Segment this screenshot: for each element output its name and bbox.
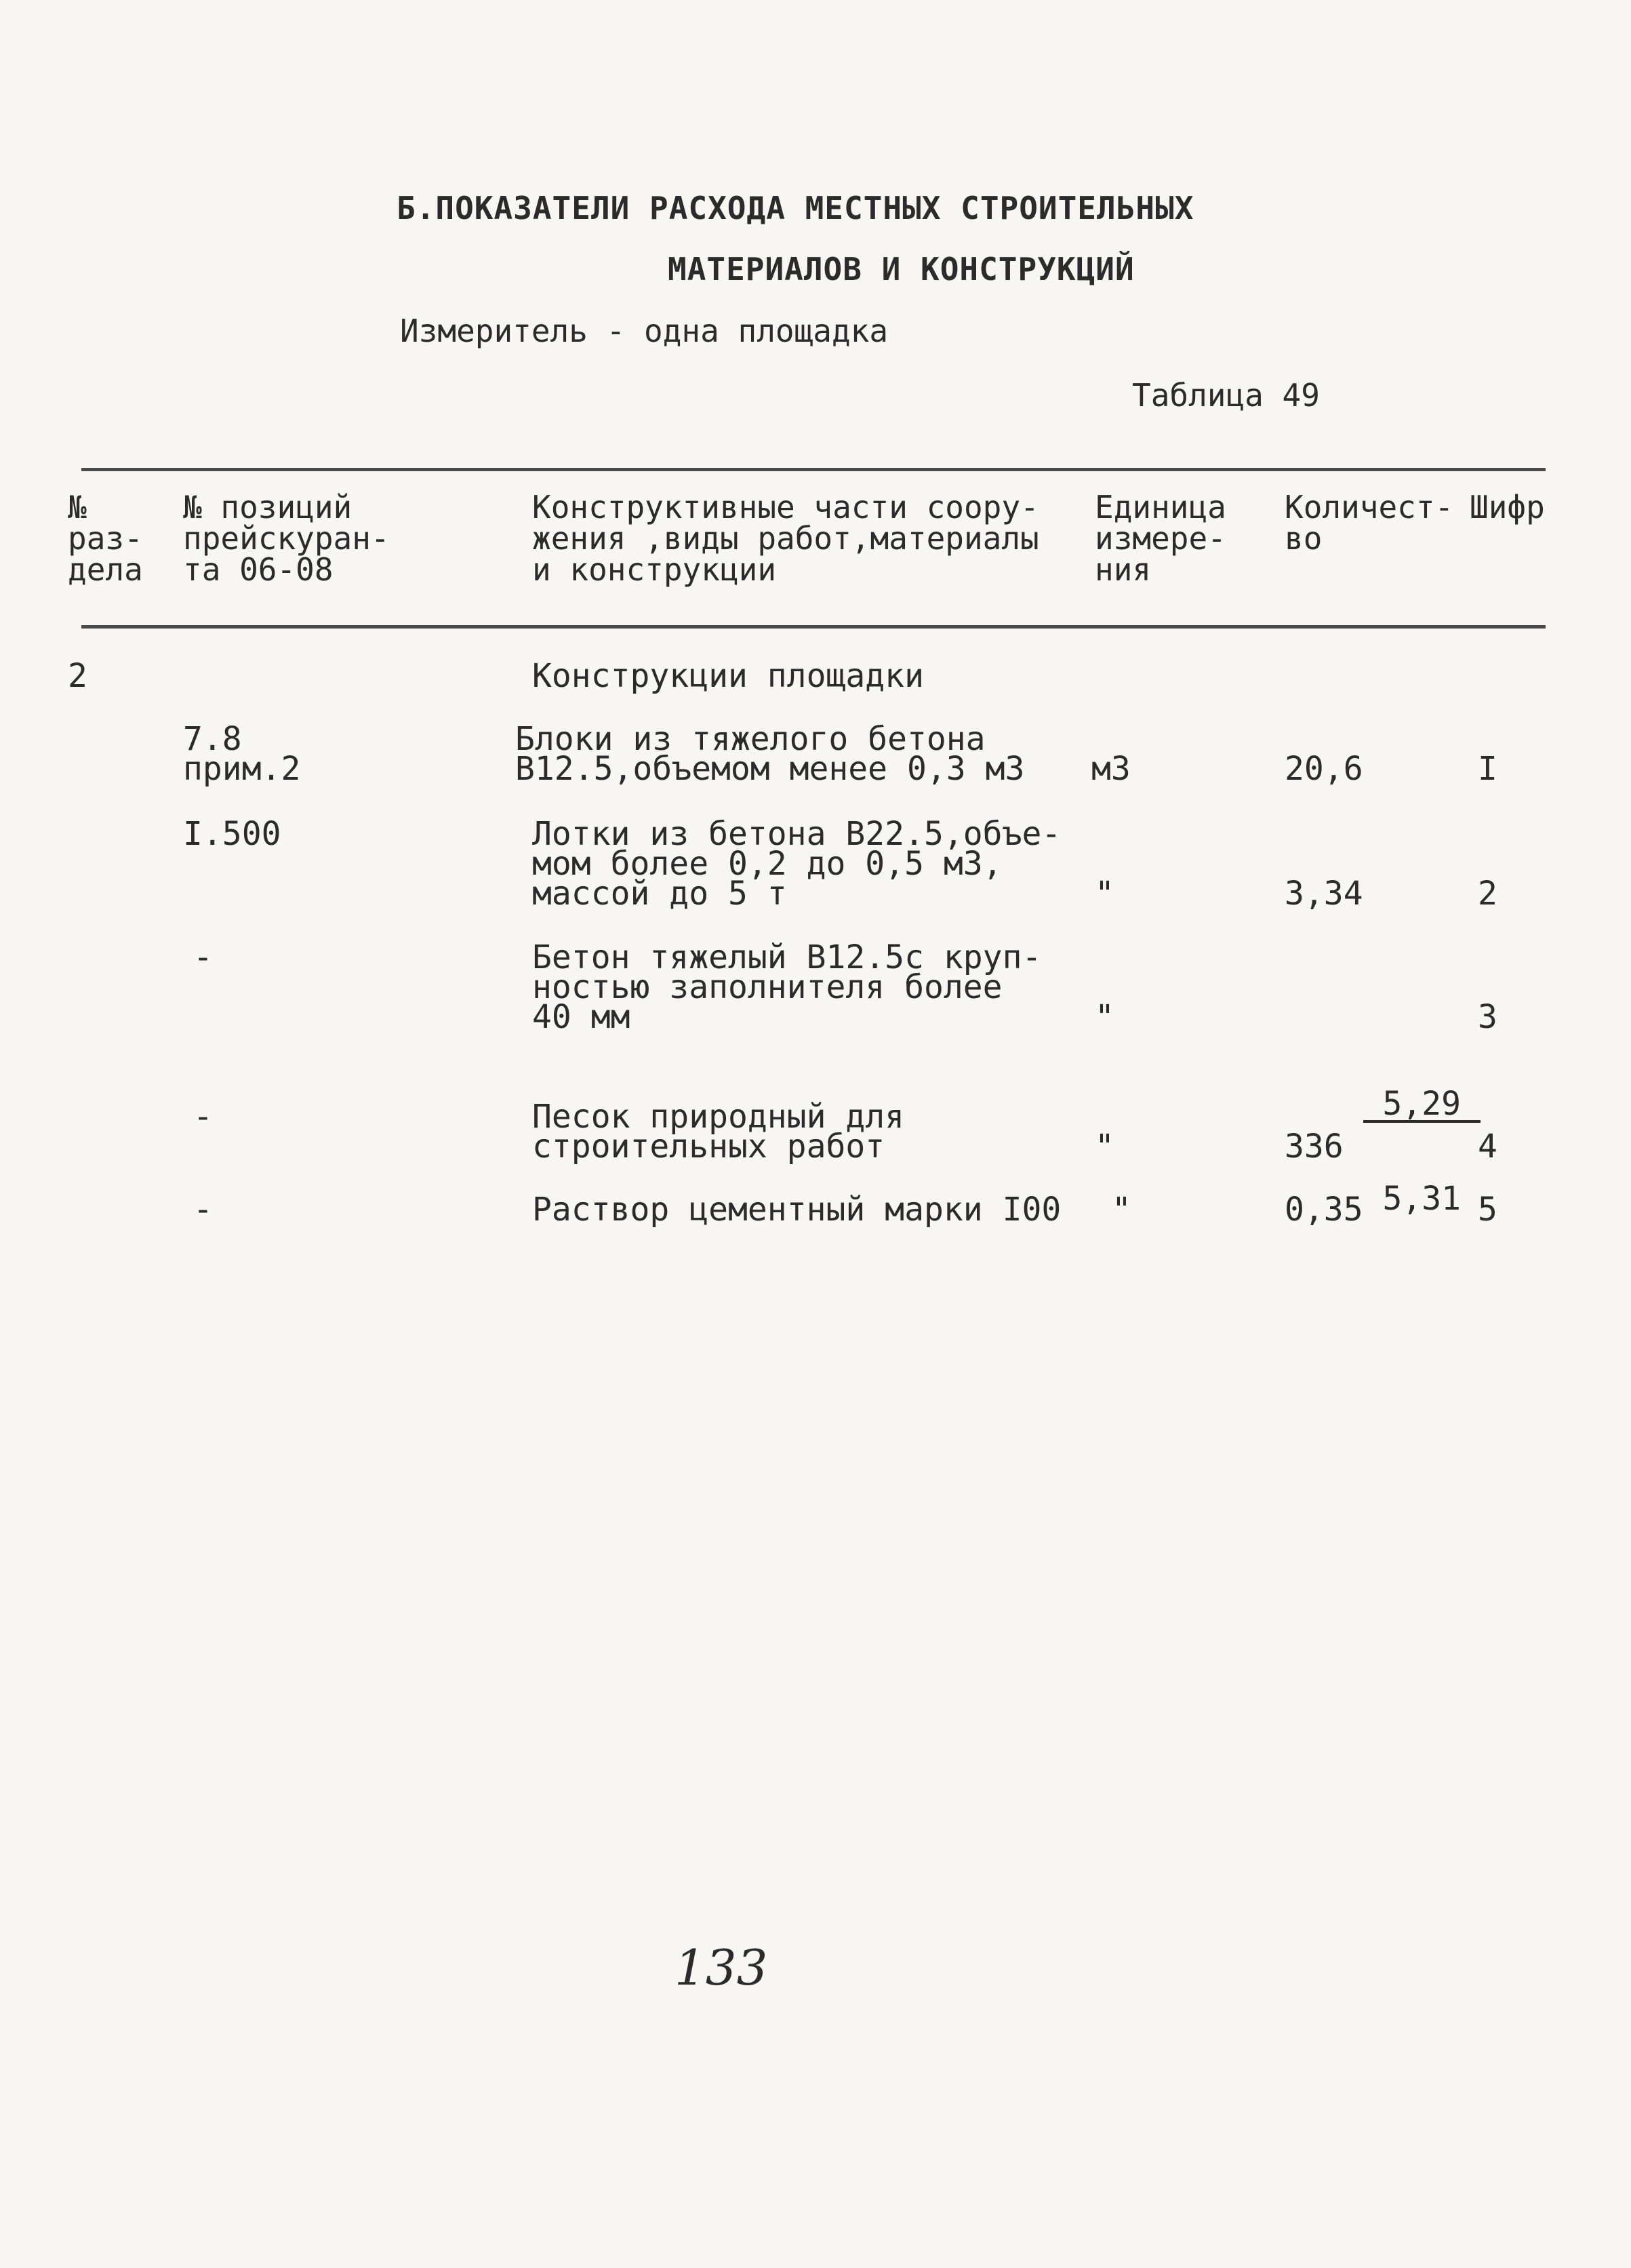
document-title-line1: Б.ПОКАЗАТЕЛИ РАСХОДА МЕСТНЫХ СТРОИТЕЛЬНЫХ	[397, 190, 1194, 226]
row-position: I.500	[183, 815, 281, 853]
header-bottom-rule	[81, 625, 1546, 629]
row-description: Блоки из тяжелого бетона В12.5,объемом менее 0,3 м3	[515, 720, 1025, 788]
row-quantity: 0,35	[1285, 1191, 1363, 1229]
row-quantity-numerator: 5,29	[1363, 1088, 1481, 1123]
row-quantity: 3,34	[1285, 875, 1363, 913]
col-header-unit: Единица измере- ния	[1095, 489, 1226, 588]
row-code: 5	[1478, 1191, 1497, 1229]
row-description: Песок природный для строительных работ	[532, 1098, 905, 1166]
col-header-position: № позиций прейскуран- та 06-08	[183, 489, 390, 588]
row-description: Раствор цементный марки I00	[532, 1191, 1062, 1229]
col-header-code: Шифр	[1470, 489, 1545, 525]
col-header-section: № раз- дела	[68, 489, 143, 588]
row-unit: "	[1095, 998, 1114, 1036]
row-unit: "	[1112, 1191, 1131, 1229]
row-position: 7.8 прим.2	[183, 720, 301, 788]
row-unit: "	[1095, 875, 1114, 913]
measure-label: Измеритель - одна площадка	[400, 313, 889, 349]
row-quantity-denominator: 5,31	[1382, 1180, 1462, 1218]
row-code: I	[1478, 750, 1497, 788]
row-description: Лотки из бетона В22.5,объе- мом более 0,2 до 0,5 м3, массой до 5 т	[532, 815, 1062, 913]
row-position: -	[193, 1191, 213, 1229]
row-description: Бетон тяжелый В12.5с круп- ностью заполнителя более 40 мм	[532, 938, 1042, 1036]
row-quantity: 336	[1285, 1128, 1344, 1166]
row-quantity: 20,6	[1285, 750, 1363, 788]
col-header-description: Конструктивные части соору- жения ,виды работ,материалы и конструкции	[532, 489, 1039, 588]
row-code: 2	[1478, 875, 1497, 913]
table-label: Таблица 49	[1132, 377, 1320, 414]
section-number: 2	[68, 657, 87, 695]
row-code: 3	[1478, 998, 1497, 1036]
col-header-quantity: Количест- во	[1285, 489, 1454, 557]
page-number: 133	[674, 1939, 768, 1996]
document-title-line2: МАТЕРИАЛОВ И КОНСТРУКЦИЙ	[668, 251, 1135, 287]
header-top-rule	[81, 468, 1546, 471]
row-position: -	[193, 938, 213, 976]
row-position: -	[193, 1098, 213, 1136]
row-code: 4	[1478, 1128, 1497, 1166]
section-title: Конструкции площадки	[532, 657, 924, 695]
row-unit: м3	[1091, 750, 1131, 788]
row-unit: "	[1095, 1128, 1114, 1166]
